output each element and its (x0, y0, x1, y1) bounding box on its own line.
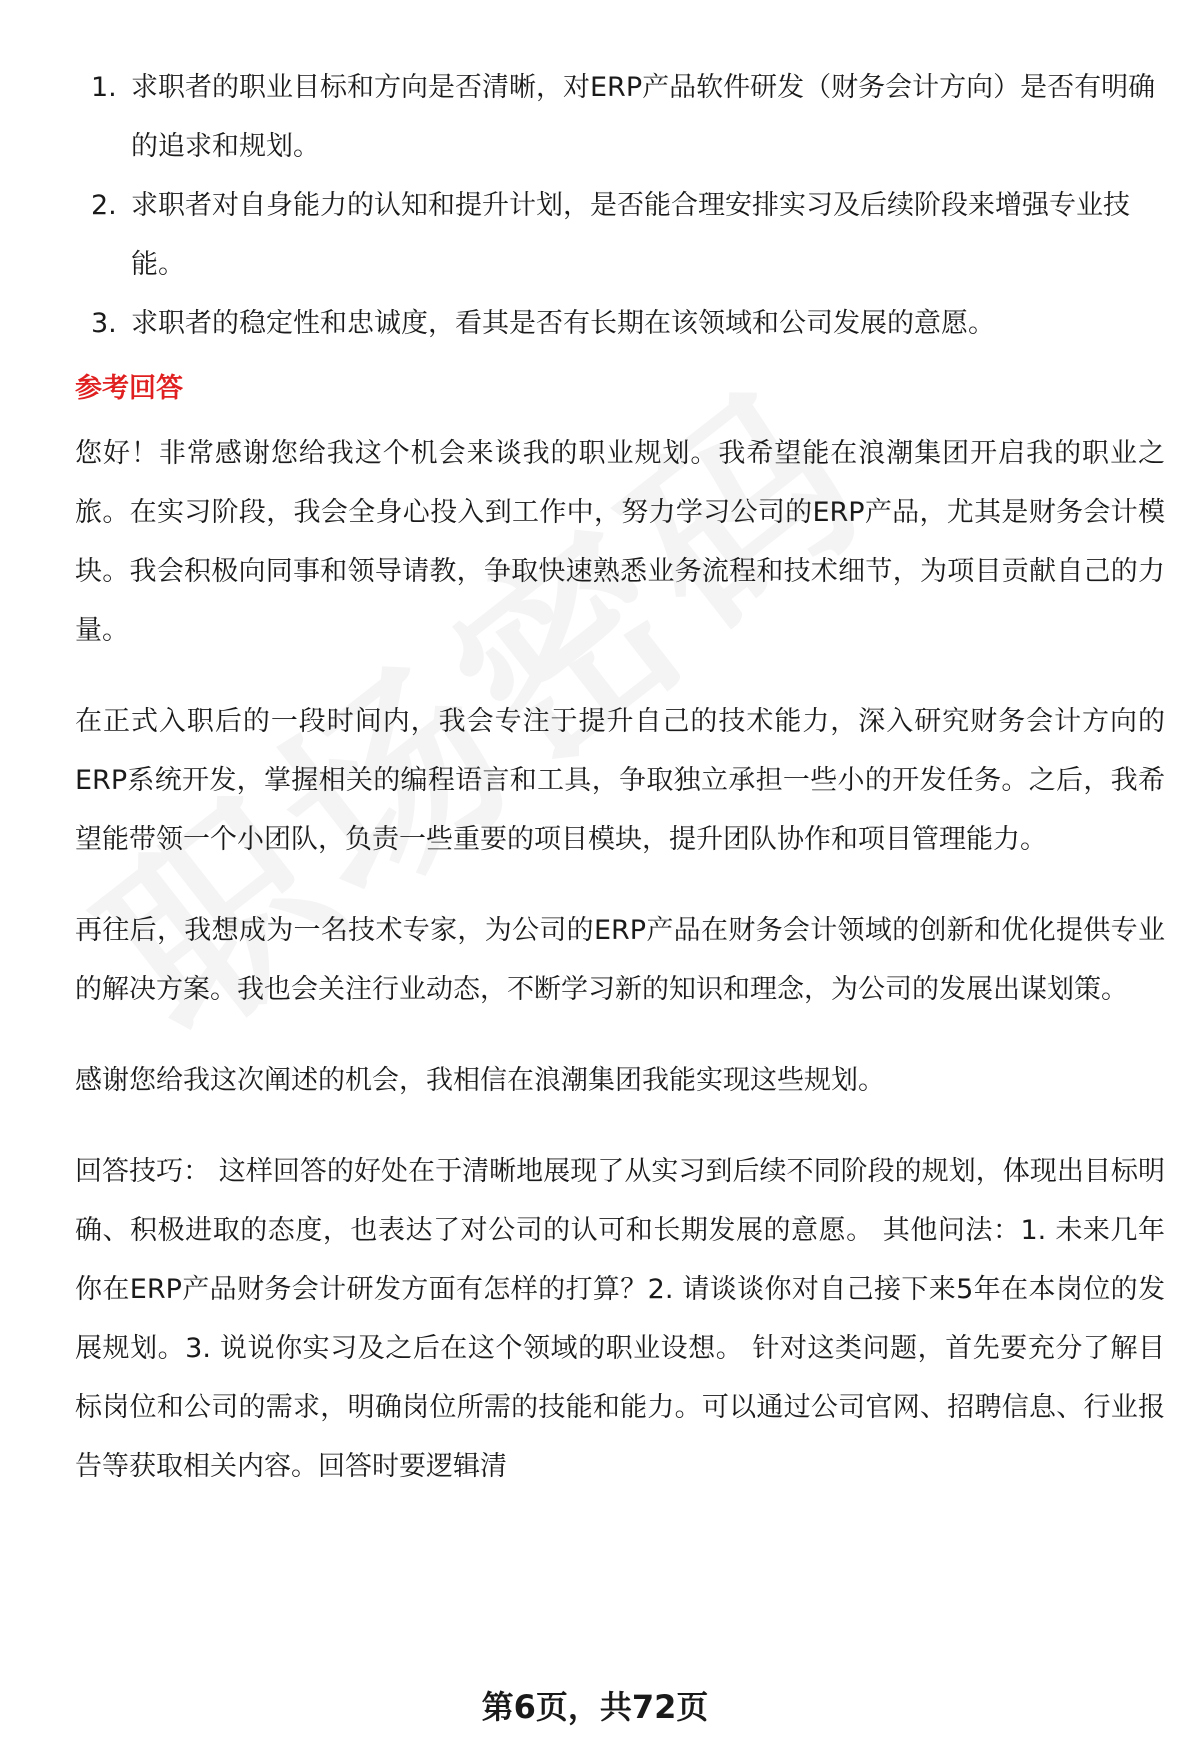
list-item-text: 求职者的职业目标和方向是否清晰，对ERP产品软件研发（财务会计方向）是否有明确的追求和规划。 (131, 72, 1156, 162)
answer-tips-paragraph: 回答技巧： 这样回答的好处在于清晰地展现了从实习到后续不同阶段的规划，体现出目标明确、积极进取的态度，也表达了对公司的认可和长期发展的意愿。 其他问法：1. 未来几年你在ERP产品财务会计研发方面有怎样的打算？2. 请谈谈你对自己接下来5年在本岗位的发展规划。3. 说说你实习及之后在这个领域的职业设想。 针对这类问题，首先要充分了解目标岗位和公司的需求，明确岗位所需的技能和能力。可以通过公司官网、招聘信息、行业报告等获取相关内容。回答时要逻辑清 (75, 1156, 1165, 1482)
answer-paragraph: 感谢您给我这次阐述的机会，我相信在浪潮集团我能实现这些规划。 (75, 1065, 885, 1096)
list-item (75, 176, 1165, 294)
page-number: 第6页，共72页 (481, 1688, 709, 1726)
answer-paragraph: 在正式入职后的一段时间内，我会专注于提升自己的技术能力，深入研究财务会计方向的ERP系统开发，掌握相关的编程语言和工具，争取独立承担一些小的开发任务。之后，我希望能带领一个小团队，负责一些重要的项目模块，提升团队协作和项目管理能力。 (75, 706, 1165, 855)
list-item-text: 求职者的稳定性和忠诚度，看其是否有长期在该领域和公司发展的意愿。 (131, 308, 995, 339)
list-item-number: 2. (91, 190, 117, 221)
evaluation-criteria-list (75, 58, 1165, 353)
list-item (75, 58, 1165, 176)
list-item-number: 1. (91, 72, 117, 103)
list-item-number: 3. (91, 308, 117, 339)
document-body (75, 58, 1165, 1528)
list-item-text: 求职者对自身能力的认知和提升计划，是否能合理安排实习及后续阶段来增强专业技能。 (131, 190, 1130, 280)
reference-answer-heading: 参考回答 (75, 373, 183, 404)
answer-paragraph: 您好！非常感谢您给我这个机会来谈我的职业规划。我希望能在浪潮集团开启我的职业之旅。在实习阶段，我会全身心投入到工作中，努力学习公司的ERP产品，尤其是财务会计模块。我会积极向同事和领导请教，争取快速熟悉业务流程和技术细节，为项目贡献自己的力量。 (75, 438, 1165, 646)
answer-paragraph: 再往后，我想成为一名技术专家，为公司的ERP产品在财务会计领域的创新和优化提供专业的解决方案。我也会关注行业动态，不断学习新的知识和理念，为公司的发展出谋划策。 (75, 915, 1165, 1005)
list-item (75, 294, 1165, 353)
